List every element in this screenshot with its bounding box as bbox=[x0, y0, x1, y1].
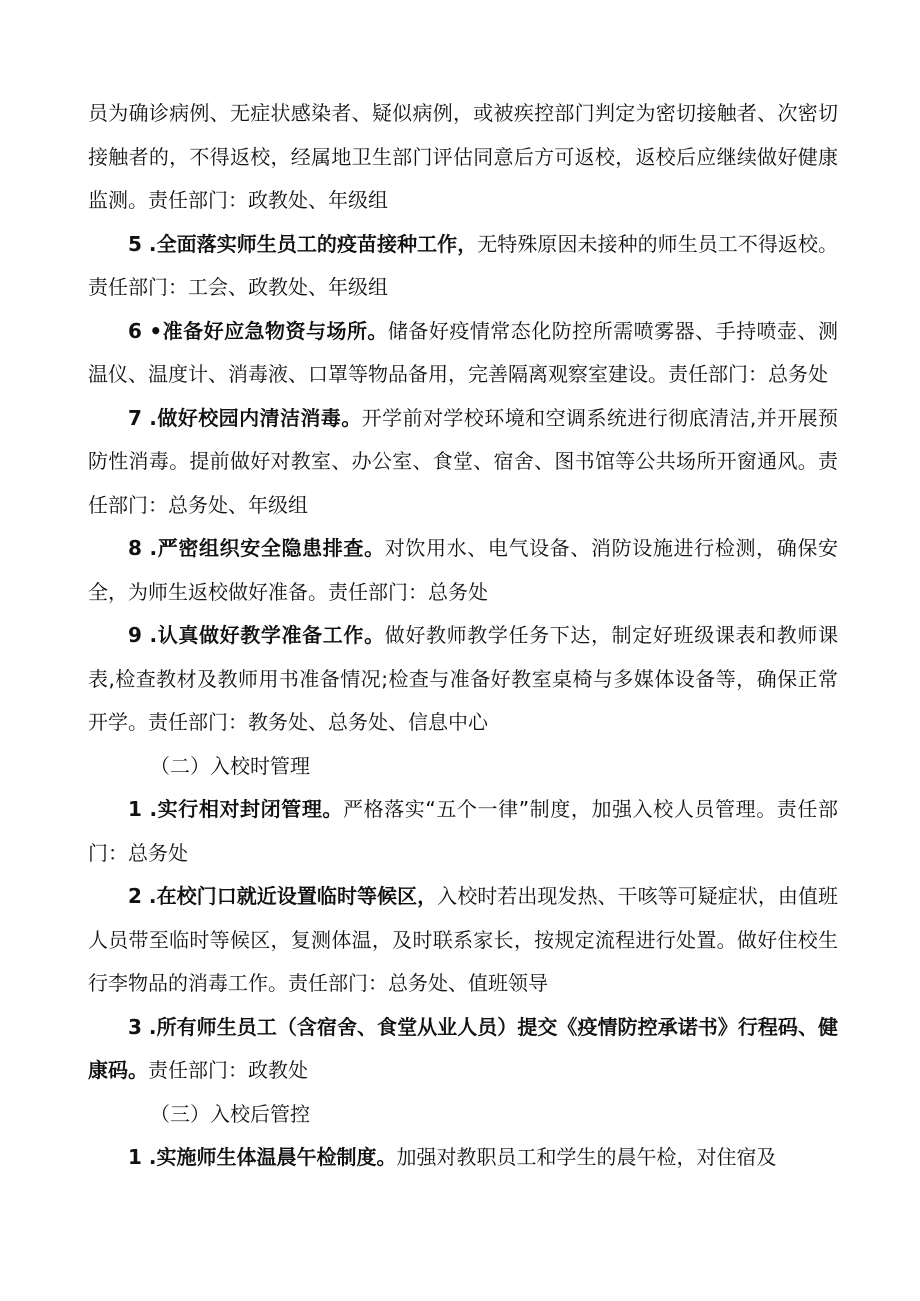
item-lead: 3 .所有师生员工（含宿舍、食堂从业人员）提交《疫情防控承诺书》行程码、健康码。 bbox=[88, 1014, 838, 1082]
item-text: 做好教师教学任务下达，制定好班级课表和教师课表,检查教材及教师用书准备情况;检查与准备好教室桌椅与多媒体设备等，确保正常开学。责任部门：教务处、总务处、信息中心 bbox=[88, 623, 838, 734]
paragraph-text: 员为确诊病例、无症状感染者、疑似病例，或被疾控部门判定为密切接触者、次密切接触者的，不得返校，经属地卫生部门评估同意后方可返校，返校后应继续做好健康监测。责任部门：政教处、年级组 bbox=[88, 101, 838, 212]
item-waiting-area bbox=[88, 875, 838, 1006]
paragraph-continuation bbox=[88, 92, 838, 223]
item-lead: 5 .全面落实师生员工的疫苗接种工作， bbox=[128, 231, 478, 256]
item-lead: 9 .认真做好教学准备工作。 bbox=[128, 623, 385, 647]
item-teaching-preparation bbox=[88, 614, 838, 745]
item-text: 对饮用水、电气设备、消防设施进行检测，确保安全，为师生返校做好准备。责任部门：总务处 bbox=[88, 536, 838, 604]
item-text: 严格落实“五个一律”制度，加强入校人员管理。责任部门：总务处 bbox=[88, 797, 838, 865]
item-text: 储备好疫情常态化防控所需喷雾器、手持喷壶、测温仪、温度计、消毒液、口罩等物品备用，完善隔离观察室建设。责任部门：总务处 bbox=[88, 318, 838, 386]
item-cleaning-disinfection bbox=[88, 397, 838, 528]
document-page bbox=[88, 92, 838, 1180]
item-text: 责任部门：政教处 bbox=[148, 1058, 308, 1082]
item-temperature-check bbox=[88, 1136, 838, 1180]
item-commitment-letter bbox=[88, 1006, 838, 1093]
item-emergency-supplies bbox=[88, 310, 838, 397]
item-text: 无特殊原因未接种的师生员工不得返校。责任部门：工会、政教处、年级组 bbox=[88, 231, 839, 299]
item-lead: 7 .做好校园内清洁消毒。 bbox=[128, 405, 362, 430]
item-lead: 8 .严密组织安全隐患排查。 bbox=[128, 536, 385, 560]
item-text: 加强对教职员工和学生的晨午检，对住宿及 bbox=[396, 1145, 777, 1169]
item-lead: 6 •准备好应急物资与场所。 bbox=[128, 318, 388, 343]
section-heading-entry-management: （二）入校时管理 bbox=[150, 753, 310, 778]
item-lead: 2 .在校门口就近设置临时等候区， bbox=[128, 884, 438, 908]
item-text: 开学前对学校环境和空调系统进行彻底清洁,并开展预防性消毒。提前做好对教室、办公室、食堂、宿舍、图书馆等公共场所开窗通风。责任部门：总务处、年级组 bbox=[88, 405, 839, 517]
section-heading-post-entry-control: （三）入校后管控 bbox=[150, 1101, 310, 1126]
item-lead: 1 .实施师生体温晨午检制度。 bbox=[128, 1145, 397, 1169]
item-vaccination bbox=[88, 223, 838, 310]
item-lead: 1 .实行相对封闭管理。 bbox=[128, 797, 344, 821]
item-safety-inspection bbox=[88, 527, 838, 614]
item-closed-management bbox=[88, 788, 838, 875]
item-text: 入校时若出现发热、干咳等可疑症状，由值班人员带至临时等候区，复测体温，及时联系家长，按规定流程进行处置。做好住校生行李物品的消毒工作。责任部门：总务处、值班领导 bbox=[88, 884, 838, 995]
